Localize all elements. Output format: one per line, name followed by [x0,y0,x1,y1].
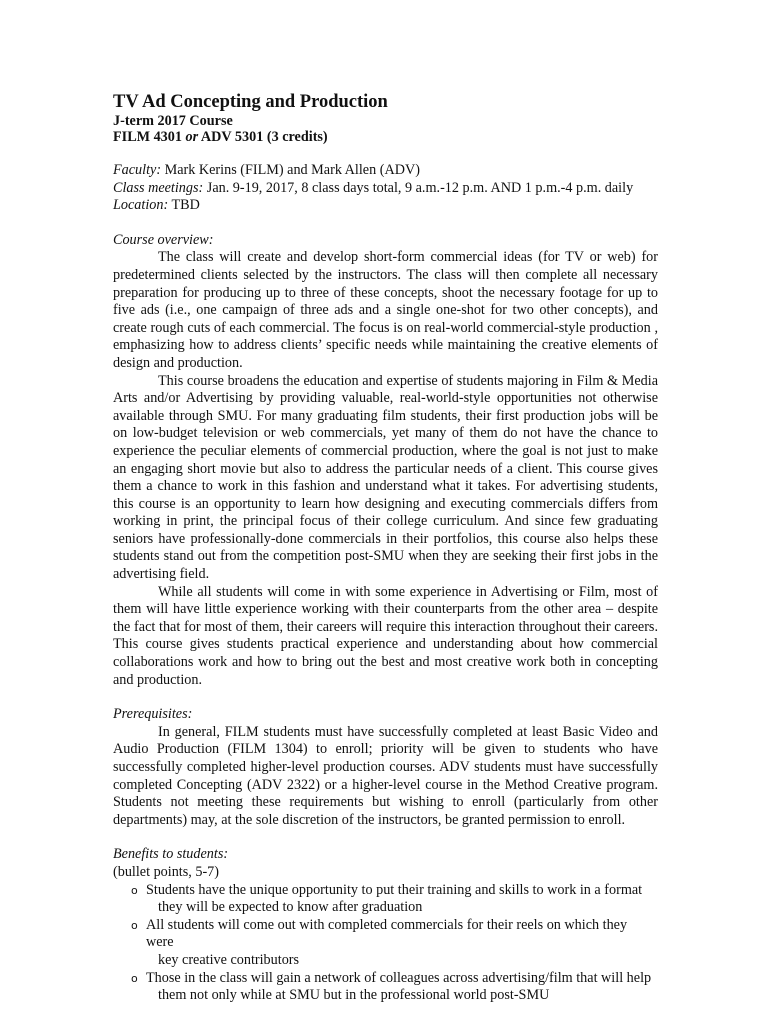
list-item [113,882,658,917]
benefit-line: Students have the unique opportunity to put their training and skills to work in a format [146,881,643,898]
faculty-line [113,162,658,180]
benefit-line-continued: them not only while at SMU but in the professional world post-SMU [158,987,550,1004]
benefit-line-continued: key creative contributors [158,951,300,968]
course-codes [113,129,658,145]
location-label: Location: [113,197,169,214]
course-overview-heading: Course overview: [113,231,214,248]
benefit-line: All students will come out with completed commercials for their reels on which they were [146,916,628,951]
course-code-film: FILM 4301 [113,129,182,145]
list-item [113,917,658,970]
overview-paragraph: While all students will come in with some experience in Advertising or Film, most of them will have little experience working with their counterparts from the other area – despite the fact that for most of them, their careers will require this interaction throughout their careers. This course gives students practical experience and understanding about how commercial collaborations work and how to bring out the best and most creative work both in concepting and production. [113,583,658,688]
document-title: TV Ad Concepting and Production [113,92,388,112]
location-value: TBD [171,197,200,214]
benefits-list [113,882,658,1005]
faculty-value: Mark Kerins (FILM) and Mark Allen (ADV) [164,162,420,178]
course-code-or: or [185,129,199,145]
benefit-line-continued: they will be expected to know after graduation [158,899,423,916]
class-meetings-value: Jan. 9-19, 2017, 8 class days total, 9 a.m.-12 p.m. AND 1 p.m.-4 p.m. daily [206,179,634,196]
benefits-heading: Benefits to students: [113,846,229,863]
prerequisites-heading: Prerequisites: [113,706,193,723]
overview-paragraph: The class will create and develop short-form commercial ideas (for TV or web) for predetermined clients selected by the instructors. The class will then complete all necessary preparation for producing up to three of these concepts, shoot the necessary footage for up to five ads (i.e., one campaign of three ads and a single one-shot for two other concepts), and create rough cuts of each commercial. The focus is on real-world commercial-style production , emphasizing how to address clients’ specific needs while maintaining the creative elements of design and production. [113,249,658,371]
hollow-bullet-icon: o [131,971,138,985]
course-code-adv: ADV 5301 (3 credits) [200,129,328,145]
prerequisites-paragraph: In general, FILM students must have successfully completed at least Basic Video and Audio Production (FILM 1304) to enroll; priority will be given to students who have successfully completed higher-level production courses. ADV students must have successfully completed Concepting (ADV 2322) or a higher-level course in the Method Creative program. Students not meeting these requirements but wishing to enroll (particularly from other departments) may, at the sole discretion of the instructors, be granted permission to enroll. [113,723,658,828]
course-term: J-term 2017 Course [113,113,233,129]
class-meetings-line [113,180,658,198]
class-meetings-label: Class meetings: [113,179,204,196]
benefit-line: Those in the class will gain a network of colleagues across advertising/film that will help [146,969,652,986]
hollow-bullet-icon: o [131,918,138,932]
hollow-bullet-icon: o [131,883,138,897]
document-content [113,91,658,1005]
benefits-note: (bullet points, 5-7) [113,863,219,880]
overview-paragraph: This course broadens the education and expertise of students majoring in Film & Media Arts and/or Advertising by providing valuable, real-world-style opportunities not otherwise available through SMU. For many graduating film students, their first production jobs will be on low-budget television or web commercials, yet many of them do not have the chance to experience the peculiar elements of commercial production, where the goal is not just to make an engaging short movie but also to address the particular needs of a client. This course gives them a chance to work in this fashion and understand what it takes. For advertising students, this course is an opportunity to learn how designing and executing commercials differs from working in print, the principal focus of their college curriculum. And since few graduating seniors have professionally-done commercials in their portfolios, this course also helps these students stand out from the competition post-SMU when they are seeking their first jobs in the advertising field. [113,372,658,583]
location-line [113,197,658,215]
list-item [113,970,658,1005]
faculty-label: Faculty: [113,162,162,178]
